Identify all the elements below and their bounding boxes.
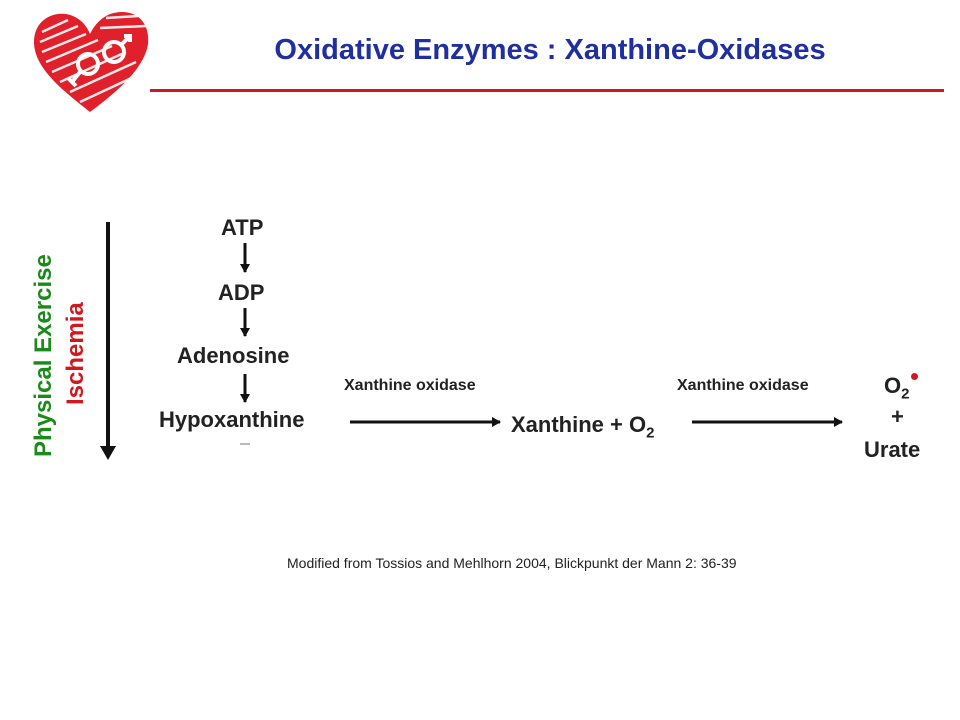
- enzyme-label-second: Xanthine oxidase: [677, 377, 809, 394]
- adp-node: ADP: [218, 280, 265, 305]
- xanthine-node: Xanthine + $O_2$: [511, 412, 655, 442]
- ischemia-label: Ischemia: [62, 302, 89, 405]
- physical-exercise-label: Physical Exercise: [30, 254, 57, 457]
- slide-title: Oxidative Enzymes : Xanthine-Oxidases: [274, 34, 826, 66]
- source-credit: Modified from Tossios and Mehlhorn 2004, Blickpunkt der Mann 2: 36-39: [287, 555, 737, 571]
- urate-node: Urate: [864, 437, 921, 462]
- plus-sign: +: [891, 404, 904, 429]
- radical-dot-icon: [911, 373, 918, 380]
- enzyme-label-first: Xanthine oxidase: [344, 377, 476, 394]
- adenosine-node: Adenosine: [177, 343, 290, 368]
- hypoxanthine-node: Hypoxanthine: [159, 407, 305, 432]
- superoxide-node: $O_2$: [884, 373, 918, 402]
- atp-node: ATP: [221, 215, 264, 240]
